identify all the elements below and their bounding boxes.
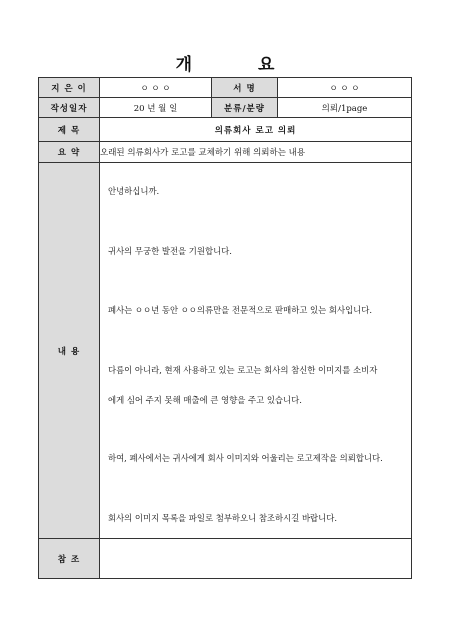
reference-value[interactable]: [100, 539, 412, 579]
subject-label: 제 목: [39, 118, 100, 142]
document-title: 개 요: [175, 55, 305, 75]
summary-label: 요 약: [39, 142, 100, 163]
category-value[interactable]: 의뢰/1page: [278, 98, 412, 118]
author-label: 지 은 이: [39, 78, 100, 98]
content-label: 내 용: [39, 163, 100, 539]
content-paragraph: 에게 심어 주지 못해 매출에 큰 영향을 주고 있습니다.: [108, 395, 302, 405]
subject-value[interactable]: 의류회사 로고 의뢰: [100, 118, 412, 142]
signature-value[interactable]: ㅇ ㅇ ㅇ: [278, 78, 412, 98]
category-label: 분류/분량: [212, 98, 278, 118]
date-label: 작성일자: [39, 98, 100, 118]
content-paragraph: 다름이 아니라, 현재 사용하고 있는 로고는 회사의 참신한 이미지를 소비자: [108, 365, 378, 375]
author-value[interactable]: ㅇ ㅇ ㅇ: [100, 78, 212, 98]
content-paragraph: 귀사의 무궁한 발전을 기원합니다.: [108, 246, 232, 256]
content-paragraph: 회사의 이미지 목록을 파일로 첨부하오니 참조하시길 바랍니다.: [108, 513, 337, 523]
content-paragraph: 하여, 폐사에서는 귀사에게 회사 이미지와 어울리는 로고제작을 의뢰합니다.: [108, 453, 383, 463]
content-body[interactable]: [100, 163, 412, 539]
content-paragraph: 안녕하십니까.: [108, 186, 160, 196]
overview-form: [38, 77, 412, 579]
reference-label: 참 조: [39, 539, 100, 579]
signature-label: 서 명: [212, 78, 278, 98]
date-value[interactable]: 20 년 월 일: [100, 98, 212, 118]
summary-value[interactable]: 오래된 의류회사가 로고를 교체하기 위해 의뢰하는 내용: [100, 142, 412, 163]
content-paragraph: 폐사는 ㅇㅇ년 동안 ㅇㅇ의류만을 전문적으로 판매하고 있는 회사입니다.: [108, 305, 373, 315]
